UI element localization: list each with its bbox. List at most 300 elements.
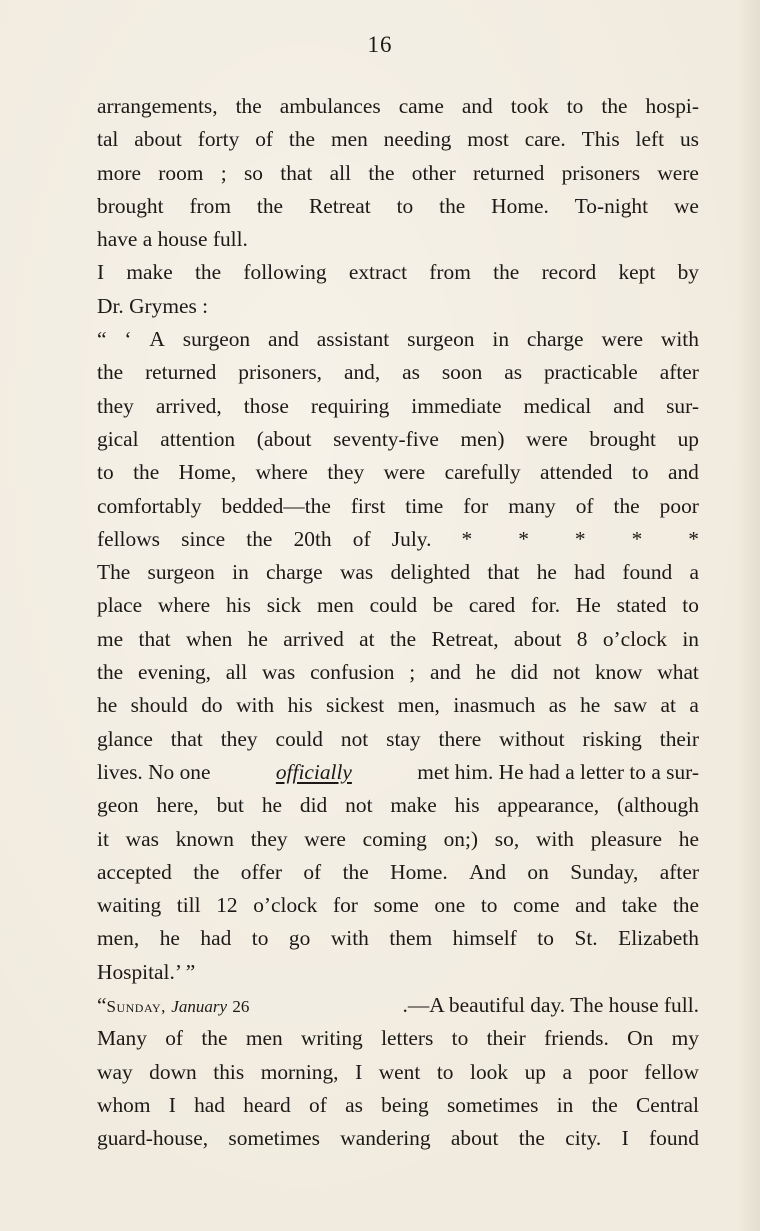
- word: he: [536, 560, 557, 585]
- word: the: [288, 127, 316, 152]
- word: sur-: [666, 393, 699, 418]
- word: on;): [443, 826, 479, 851]
- text-line: [97, 1089, 699, 1122]
- word: all: [225, 660, 248, 685]
- word: they: [250, 826, 288, 851]
- entry-month: January: [171, 997, 228, 1017]
- word: were: [304, 826, 346, 851]
- word: one: [434, 893, 466, 918]
- word: not: [552, 660, 581, 685]
- word: The: [97, 560, 131, 585]
- word: room: [158, 160, 204, 185]
- word: practicable: [543, 360, 638, 385]
- word: in: [556, 1092, 574, 1117]
- word: had: [200, 926, 232, 951]
- word: o’clock: [253, 893, 318, 918]
- word: Central: [635, 1092, 699, 1117]
- word: Sunday,: [570, 859, 639, 884]
- text-line: [97, 656, 699, 689]
- word: I: [97, 260, 105, 285]
- word: charge: [526, 327, 584, 352]
- text-line-content: Dr. Grymes :: [97, 293, 209, 318]
- word: at: [660, 693, 676, 718]
- word: went: [378, 1059, 421, 1084]
- word: known: [175, 826, 234, 851]
- word: found: [622, 560, 673, 585]
- text-line-content: [97, 823, 699, 856]
- word: were: [601, 327, 643, 352]
- open-quote: “: [97, 993, 107, 1018]
- word: the: [97, 360, 124, 385]
- word: came: [398, 94, 444, 118]
- word: fellows: [97, 526, 160, 551]
- word: where: [255, 460, 308, 485]
- word: This: [581, 127, 620, 152]
- word: do: [201, 693, 223, 718]
- text-line-content: [97, 689, 699, 722]
- text-line-content: [97, 656, 699, 689]
- text-line-content: [97, 123, 699, 156]
- word: had: [194, 1092, 225, 1117]
- text-line: [97, 190, 699, 223]
- word: arrangements,: [97, 94, 218, 118]
- word: they: [220, 726, 258, 751]
- word: poor: [588, 1059, 628, 1084]
- word: so: [243, 160, 263, 185]
- word: all: [329, 160, 352, 185]
- word: assistant: [316, 327, 390, 352]
- word: immediate: [411, 393, 502, 418]
- word: comfortably: [97, 493, 202, 518]
- word: record: [541, 260, 597, 285]
- word: time: [405, 493, 444, 518]
- word: after: [659, 360, 699, 385]
- word: as: [345, 1092, 363, 1117]
- word: needing: [383, 127, 452, 152]
- text-line: [97, 356, 699, 389]
- word: delighted: [390, 560, 471, 585]
- word: men,: [97, 926, 140, 951]
- word: about: [450, 1126, 499, 1151]
- text-line: [97, 1022, 699, 1055]
- word: 12: [216, 893, 238, 918]
- word: when: [185, 626, 233, 651]
- word: the: [493, 260, 520, 285]
- word: o’clock: [602, 626, 667, 651]
- word: my: [671, 1026, 699, 1051]
- text-line-content: [97, 856, 699, 889]
- word: he: [97, 693, 118, 718]
- text-line: [97, 490, 699, 523]
- word: guard-house,: [97, 1126, 209, 1151]
- text-line-content: [97, 589, 699, 622]
- word: seventy-five: [333, 426, 439, 451]
- word: in: [492, 327, 510, 352]
- word: here,: [156, 793, 199, 818]
- word: the: [133, 460, 160, 485]
- word: and: [667, 460, 699, 485]
- word: July.: [391, 526, 432, 551]
- word: He: [575, 593, 601, 618]
- word: On: [627, 1026, 654, 1051]
- text-line: [97, 256, 699, 289]
- word: that: [138, 626, 171, 651]
- star-glyph: *: [461, 526, 473, 551]
- word: appearance,: [497, 793, 600, 818]
- word: the: [389, 626, 417, 651]
- word: for.: [530, 593, 561, 618]
- word: Elizabeth: [618, 926, 699, 951]
- word: was: [261, 660, 296, 685]
- word: and: [575, 893, 606, 918]
- word: where: [157, 593, 211, 618]
- word: to: [396, 193, 414, 218]
- text-line-content: [97, 456, 699, 489]
- word: there: [438, 726, 482, 751]
- word: with: [535, 826, 574, 851]
- text-line: [97, 689, 699, 722]
- word: ambulances: [279, 94, 381, 118]
- word: attended: [540, 460, 613, 485]
- text-line-content: [97, 1022, 699, 1055]
- word: of: [255, 127, 274, 152]
- text-line-content: [97, 390, 699, 423]
- word: inasmuch: [453, 693, 536, 718]
- word: after: [659, 859, 699, 884]
- text-line-content: [97, 90, 699, 123]
- text-line-content: have a house full.: [97, 227, 248, 252]
- word: of: [309, 1092, 327, 1117]
- text-line: [97, 123, 699, 156]
- word: on: [527, 859, 549, 884]
- text-line: [97, 856, 699, 889]
- word: soon: [441, 360, 483, 385]
- word: not: [340, 726, 369, 751]
- word: he: [247, 626, 268, 651]
- word: I: [168, 1092, 176, 1117]
- word: Many: [97, 1026, 147, 1051]
- word: of: [165, 1026, 184, 1051]
- word: gical: [97, 426, 139, 451]
- text-line: [97, 323, 699, 356]
- word: a: [689, 693, 699, 718]
- text-line: [97, 623, 699, 656]
- word: know: [594, 660, 643, 685]
- entry-date: 26: [232, 997, 250, 1017]
- word: men: [316, 593, 354, 618]
- word: A: [149, 327, 165, 352]
- text-line-content: [97, 789, 699, 822]
- text-line: [97, 390, 699, 423]
- word: but: [216, 793, 244, 818]
- text-line-content: Hospital.’ ”: [97, 959, 196, 984]
- word: most: [467, 127, 509, 152]
- text-line-content: [97, 157, 699, 190]
- word: as: [504, 360, 523, 385]
- word: (although: [616, 793, 699, 818]
- word: sickest: [326, 693, 385, 718]
- word: and,: [343, 360, 381, 385]
- word: himself: [452, 926, 517, 951]
- word: with: [330, 926, 369, 951]
- word: returned: [145, 360, 217, 385]
- word: us: [679, 127, 699, 152]
- word: the: [201, 1026, 228, 1051]
- text-line: [97, 1056, 699, 1089]
- star-glyph: *: [574, 526, 586, 551]
- word: and: [429, 660, 461, 685]
- text-line-content: [97, 889, 699, 922]
- word: ‘: [124, 327, 132, 352]
- word: to: [436, 1059, 454, 1084]
- text-line: [97, 756, 699, 789]
- word: 8: [576, 626, 588, 651]
- word: take: [621, 893, 658, 918]
- word: to: [480, 893, 498, 918]
- body-text: [97, 90, 699, 1156]
- word: writing: [300, 1026, 363, 1051]
- text-line-end: met him. He had a letter to a sur-: [417, 759, 699, 784]
- word: he: [678, 826, 699, 851]
- star-glyph: *: [518, 526, 529, 551]
- word: being: [381, 1092, 429, 1117]
- word: look: [470, 1059, 509, 1084]
- word: ;: [220, 160, 227, 185]
- word: stated: [616, 593, 667, 618]
- word: accepted: [97, 859, 172, 884]
- word: did: [299, 793, 328, 818]
- word: for: [332, 893, 358, 918]
- word: medical: [523, 393, 592, 418]
- word: men: [245, 1026, 283, 1051]
- text-line-content: [97, 1089, 699, 1122]
- word: to: [97, 460, 114, 485]
- word: were: [383, 460, 426, 485]
- word: me: [97, 626, 124, 651]
- word: be: [432, 593, 454, 618]
- text-line-content: [97, 623, 699, 656]
- text-line-content: [97, 1056, 699, 1089]
- word: geon: [97, 793, 139, 818]
- word: arrived: [283, 626, 344, 651]
- word: risking: [582, 726, 642, 751]
- word: could: [369, 593, 418, 618]
- word: they: [97, 393, 134, 418]
- word: in: [232, 560, 249, 585]
- word: so,: [494, 826, 520, 851]
- word: coming: [362, 826, 427, 851]
- word: in: [682, 626, 699, 651]
- word: 20th: [293, 526, 332, 551]
- text-line-content: [97, 356, 699, 389]
- word: place: [97, 593, 143, 618]
- word: make: [126, 260, 173, 285]
- word: since: [181, 526, 226, 551]
- text-line-content: [97, 190, 699, 223]
- word: that: [280, 160, 313, 185]
- word: till: [176, 893, 201, 918]
- word: the: [194, 260, 222, 285]
- word: Retreat: [308, 193, 371, 218]
- star-glyph: *: [688, 526, 699, 551]
- word: not: [345, 793, 373, 818]
- word: men: [330, 127, 368, 152]
- page-edge-shading: [738, 0, 760, 1231]
- word: the: [601, 94, 628, 118]
- word: care.: [524, 127, 566, 152]
- word: surgeon: [407, 327, 475, 352]
- word: of: [352, 526, 371, 551]
- word: offer: [240, 859, 282, 884]
- word: the: [672, 893, 699, 918]
- text-line-end: .—A beautiful day. The house full.: [402, 993, 699, 1018]
- word: found: [649, 1126, 699, 1151]
- word: city.: [565, 1126, 602, 1151]
- word: he: [475, 660, 496, 685]
- word: we: [673, 193, 699, 218]
- word: prisoners,: [238, 360, 323, 385]
- word: carefully: [444, 460, 521, 485]
- word: the: [368, 160, 395, 185]
- word: Home.: [491, 193, 549, 218]
- word: the: [97, 660, 124, 685]
- section-break-stars: [461, 523, 699, 556]
- word: following: [243, 260, 327, 285]
- word: down: [149, 1059, 197, 1084]
- word: the: [342, 859, 369, 884]
- word: friends.: [544, 1026, 609, 1051]
- text-line: [97, 589, 699, 622]
- word: by: [677, 260, 699, 285]
- word: brought: [97, 193, 164, 218]
- text-line-content: [97, 323, 699, 356]
- word: left: [635, 127, 665, 152]
- word: from: [429, 260, 471, 285]
- word: evening,: [137, 660, 211, 685]
- word: of: [303, 859, 322, 884]
- text-line: [97, 290, 699, 323]
- text-line-content: [97, 423, 699, 456]
- word: attention: [160, 426, 236, 451]
- word: surgeon: [147, 560, 215, 585]
- word: was: [125, 826, 159, 851]
- word: heard: [243, 1092, 291, 1117]
- text-line: [97, 423, 699, 456]
- text-line: [97, 223, 699, 256]
- word: To-night: [574, 193, 649, 218]
- text-line-content: [97, 922, 699, 955]
- word: with: [236, 693, 275, 718]
- word: brought: [589, 426, 656, 451]
- entry-heading: [97, 989, 249, 1022]
- word: that: [487, 560, 520, 585]
- word: wandering: [340, 1126, 431, 1151]
- text-line: [97, 90, 699, 123]
- text-line-content: [97, 490, 699, 523]
- word: his: [287, 693, 313, 718]
- word: Home,: [178, 460, 237, 485]
- text-line: [97, 523, 699, 556]
- word: that: [170, 726, 203, 751]
- word: up: [524, 1059, 546, 1084]
- word: And: [469, 859, 507, 884]
- emphasized-word: officially: [275, 759, 352, 784]
- word: he: [159, 926, 180, 951]
- word: what: [657, 660, 699, 685]
- word: St.: [574, 926, 598, 951]
- word: extract: [348, 260, 408, 285]
- word: a: [562, 1059, 572, 1084]
- entry-day: Sunday,: [106, 997, 166, 1017]
- word: could: [275, 726, 323, 751]
- word: were: [526, 426, 568, 451]
- word: forty: [197, 127, 240, 152]
- word: more: [97, 160, 141, 185]
- word: their: [659, 726, 699, 751]
- word: those: [243, 393, 289, 418]
- word: them: [389, 926, 433, 951]
- word: Retreat,: [431, 626, 499, 651]
- text-line: [97, 556, 699, 589]
- word: to: [682, 593, 699, 618]
- word: hospi-: [645, 94, 699, 118]
- word: at: [359, 626, 375, 651]
- text-line: [97, 956, 699, 989]
- word: go: [288, 926, 311, 951]
- word: the: [246, 526, 273, 551]
- word: glance: [97, 726, 153, 751]
- word: men,: [397, 693, 440, 718]
- word: the: [613, 493, 640, 518]
- text-line-content: [97, 256, 699, 289]
- word: and: [267, 327, 299, 352]
- word: (about: [256, 426, 312, 451]
- text-line-content: [97, 723, 699, 756]
- word: were: [657, 160, 699, 185]
- word: make: [390, 793, 437, 818]
- word: of: [575, 493, 594, 518]
- word: the: [235, 94, 262, 118]
- word: took: [510, 94, 549, 118]
- word: charge: [266, 560, 323, 585]
- word: to: [451, 1026, 469, 1051]
- word: requiring: [310, 393, 390, 418]
- word: should: [130, 693, 188, 718]
- word: tal: [97, 127, 119, 152]
- text-line: [97, 989, 699, 1022]
- word: the: [591, 1092, 618, 1117]
- word: without: [499, 726, 565, 751]
- word: his: [225, 593, 251, 618]
- text-line: [97, 723, 699, 756]
- word: come: [513, 893, 560, 918]
- word: I: [621, 1126, 629, 1151]
- word: returned: [473, 160, 545, 185]
- word: cared: [468, 593, 516, 618]
- word: to: [566, 94, 584, 118]
- word: with: [660, 327, 699, 352]
- word: they: [327, 460, 365, 485]
- text-line: [97, 456, 699, 489]
- word: prisoners: [561, 160, 641, 185]
- page-number: 16: [367, 32, 393, 57]
- text-line-start: lives. No one: [97, 759, 211, 784]
- text-line: [97, 157, 699, 190]
- word: whom: [97, 1092, 151, 1117]
- word: had: [574, 560, 606, 585]
- word: as: [402, 360, 420, 385]
- word: and: [461, 94, 493, 118]
